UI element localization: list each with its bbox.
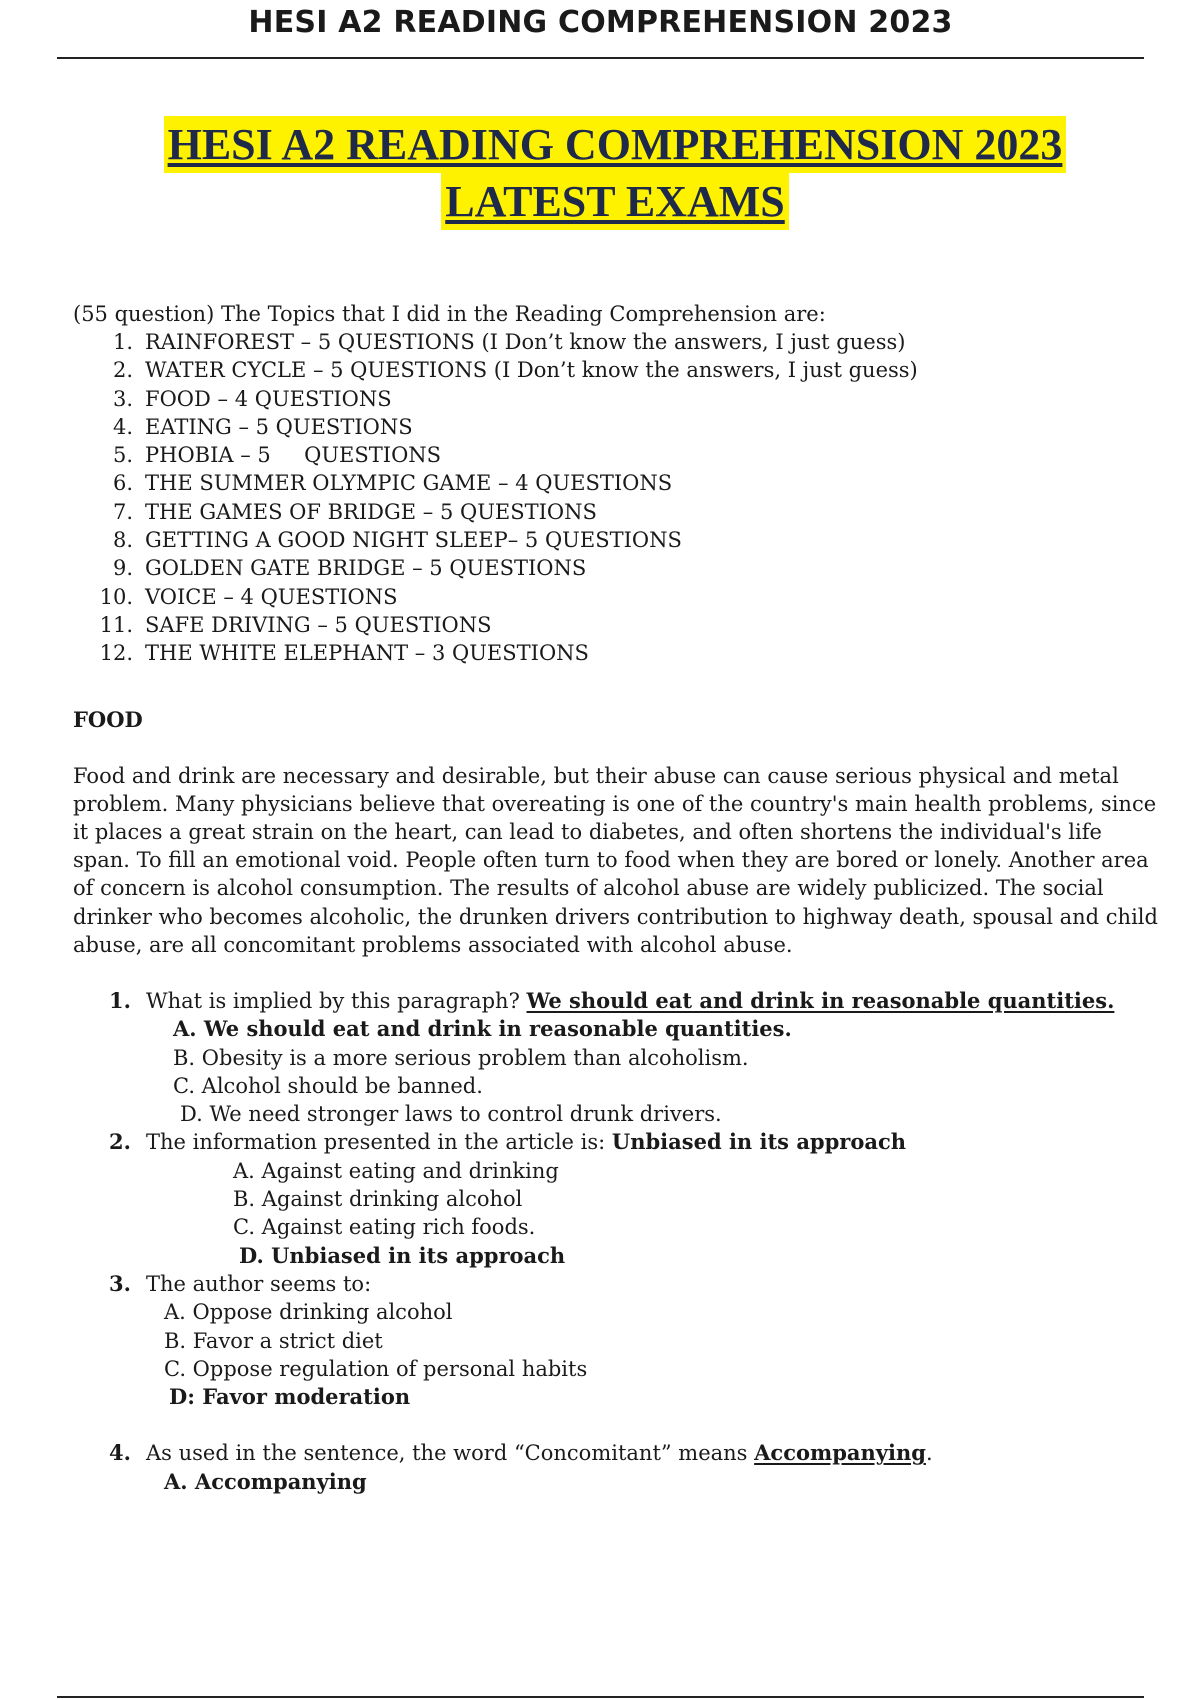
option-a: A. Oppose drinking alcohol [164, 1300, 453, 1325]
topic-item [73, 356, 1163, 384]
question-prompt: The information presented in the article is: [146, 1130, 612, 1155]
topic-item [73, 328, 1163, 356]
option-c: C. Alcohol should be banned. [173, 1073, 483, 1098]
question-4 [73, 1439, 1163, 1467]
option-b: B. Favor a strict diet [164, 1328, 383, 1353]
option-a: A. We should eat and drink in reasonable quantities. [173, 1016, 792, 1042]
topic-text: EATING – 5 QUESTIONS [145, 414, 413, 439]
topic-item [73, 554, 1163, 582]
running-header [57, 0, 1144, 59]
topic-text: WATER CYCLE – 5 QUESTIONS (I Don’t know the answers, I just guess) [145, 358, 918, 383]
option-b: B. Obesity is a more serious problem than alcoholism. [173, 1045, 749, 1070]
topic-text: RAINFOREST – 5 QUESTIONS (I Don’t know the answers, I just guess) [145, 330, 906, 354]
topic-number: 8. [112, 528, 133, 553]
topic-number: 1. [112, 330, 133, 354]
title-line-2: LATEST EXAMS [441, 173, 788, 230]
topic-number: 3. [112, 386, 133, 411]
option-d: D. We need stronger laws to control drunk drivers. [180, 1102, 722, 1127]
option-a: A. Against eating and drinking [233, 1158, 559, 1183]
topic-number: 6. [112, 471, 133, 496]
topic-text: GETTING A GOOD NIGHT SLEEP– 5 QUESTIONS [145, 528, 682, 553]
option-d: D: Favor moderation [169, 1384, 411, 1410]
question-3 [73, 1270, 1163, 1298]
running-header-title: HESI A2 READING COMPREHENSION 2023 [248, 5, 953, 40]
topic-text: GOLDEN GATE BRIDGE – 5 QUESTIONS [145, 556, 587, 581]
topic-item [73, 498, 1163, 526]
question-number: 1. [109, 987, 131, 1013]
topic-number: 10. [99, 584, 133, 609]
option-c: C. Against eating rich foods. [233, 1215, 536, 1240]
question-2 [73, 1128, 1163, 1156]
topics-list [73, 328, 1163, 668]
topic-number: 12. [99, 641, 133, 666]
topic-text: THE WHITE ELEPHANT – 3 QUESTIONS [145, 641, 589, 666]
document-body [73, 300, 1163, 1496]
question-answer: Unbiased in its approach [611, 1129, 907, 1155]
topic-text: THE GAMES OF BRIDGE – 5 QUESTIONS [145, 499, 597, 524]
title-line-1: HESI A2 READING COMPREHENSION 2023 [164, 116, 1067, 173]
topic-text: SAFE DRIVING – 5 QUESTIONS [145, 612, 492, 637]
topic-text: THE SUMMER OLYMPIC GAME – 4 QUESTIONS [145, 471, 673, 496]
topic-item [73, 639, 1163, 667]
topic-number: 5. [112, 443, 133, 468]
topic-number: 2. [112, 358, 133, 383]
topic-item [73, 611, 1163, 639]
question-number: 4. [109, 1440, 131, 1466]
topic-number: 7. [112, 499, 133, 524]
question-number: 3. [109, 1270, 131, 1296]
question-prompt: The author seems to: [146, 1271, 372, 1296]
passage-paragraph: Food and drink are necessary and desirable, but their abuse can cause serious physical and metal problem. Many physicians believe that overeating is one of the country's main health problems, since it places a great strain on the heart, can lead to diabetes, and often shortens the individual's life span. To fill an emotional void. People often turn to food when they are bored or lonely. Another area of concern is alcohol consumption. The results of alcohol abuse are widely publicized. The social drinker who becomes alcoholic, the drunken drivers contribution to highway death, spousal and child abuse, are all concomitant problems associated with alcohol abuse. [73, 763, 1158, 957]
question-list [73, 987, 1163, 1496]
question-answer: We should eat and drink in reasonable quantities. [526, 987, 1115, 1013]
topic-text: VOICE – 4 QUESTIONS [145, 584, 398, 609]
option-b: B. Against drinking alcohol [233, 1187, 523, 1212]
intro-text: (55 question) The Topics that I did in the Reading Comprehension are: [73, 302, 826, 326]
option-d: D. Unbiased in its approach [239, 1242, 566, 1268]
section-heading: FOOD [73, 706, 143, 732]
footer-rule [57, 1696, 1144, 1698]
question-prompt: As used in the sentence, the word “Concomitant” means [146, 1441, 755, 1466]
topic-item [73, 441, 1163, 469]
topic-item [73, 385, 1163, 413]
question-answer: Accompanying [754, 1440, 926, 1466]
question-1 [73, 987, 1163, 1015]
question-prompt: What is implied by this paragraph? [146, 988, 527, 1013]
topic-number: 4. [112, 414, 133, 439]
topic-number: 9. [112, 556, 133, 581]
topic-number: 11. [99, 612, 133, 637]
answer-suffix: . [925, 1441, 933, 1466]
topic-item [73, 469, 1163, 497]
topic-item [73, 413, 1163, 441]
topic-item [73, 583, 1163, 611]
topic-text: PHOBIA – 5 QUESTIONS [145, 443, 442, 468]
topic-text: FOOD – 4 QUESTIONS [145, 386, 392, 411]
document-title [0, 116, 1200, 230]
spacer [73, 1411, 1163, 1439]
topic-item [73, 526, 1163, 554]
option-a: A. Accompanying [164, 1468, 367, 1494]
question-number: 2. [109, 1129, 131, 1155]
option-c: C. Oppose regulation of personal habits [164, 1356, 588, 1381]
